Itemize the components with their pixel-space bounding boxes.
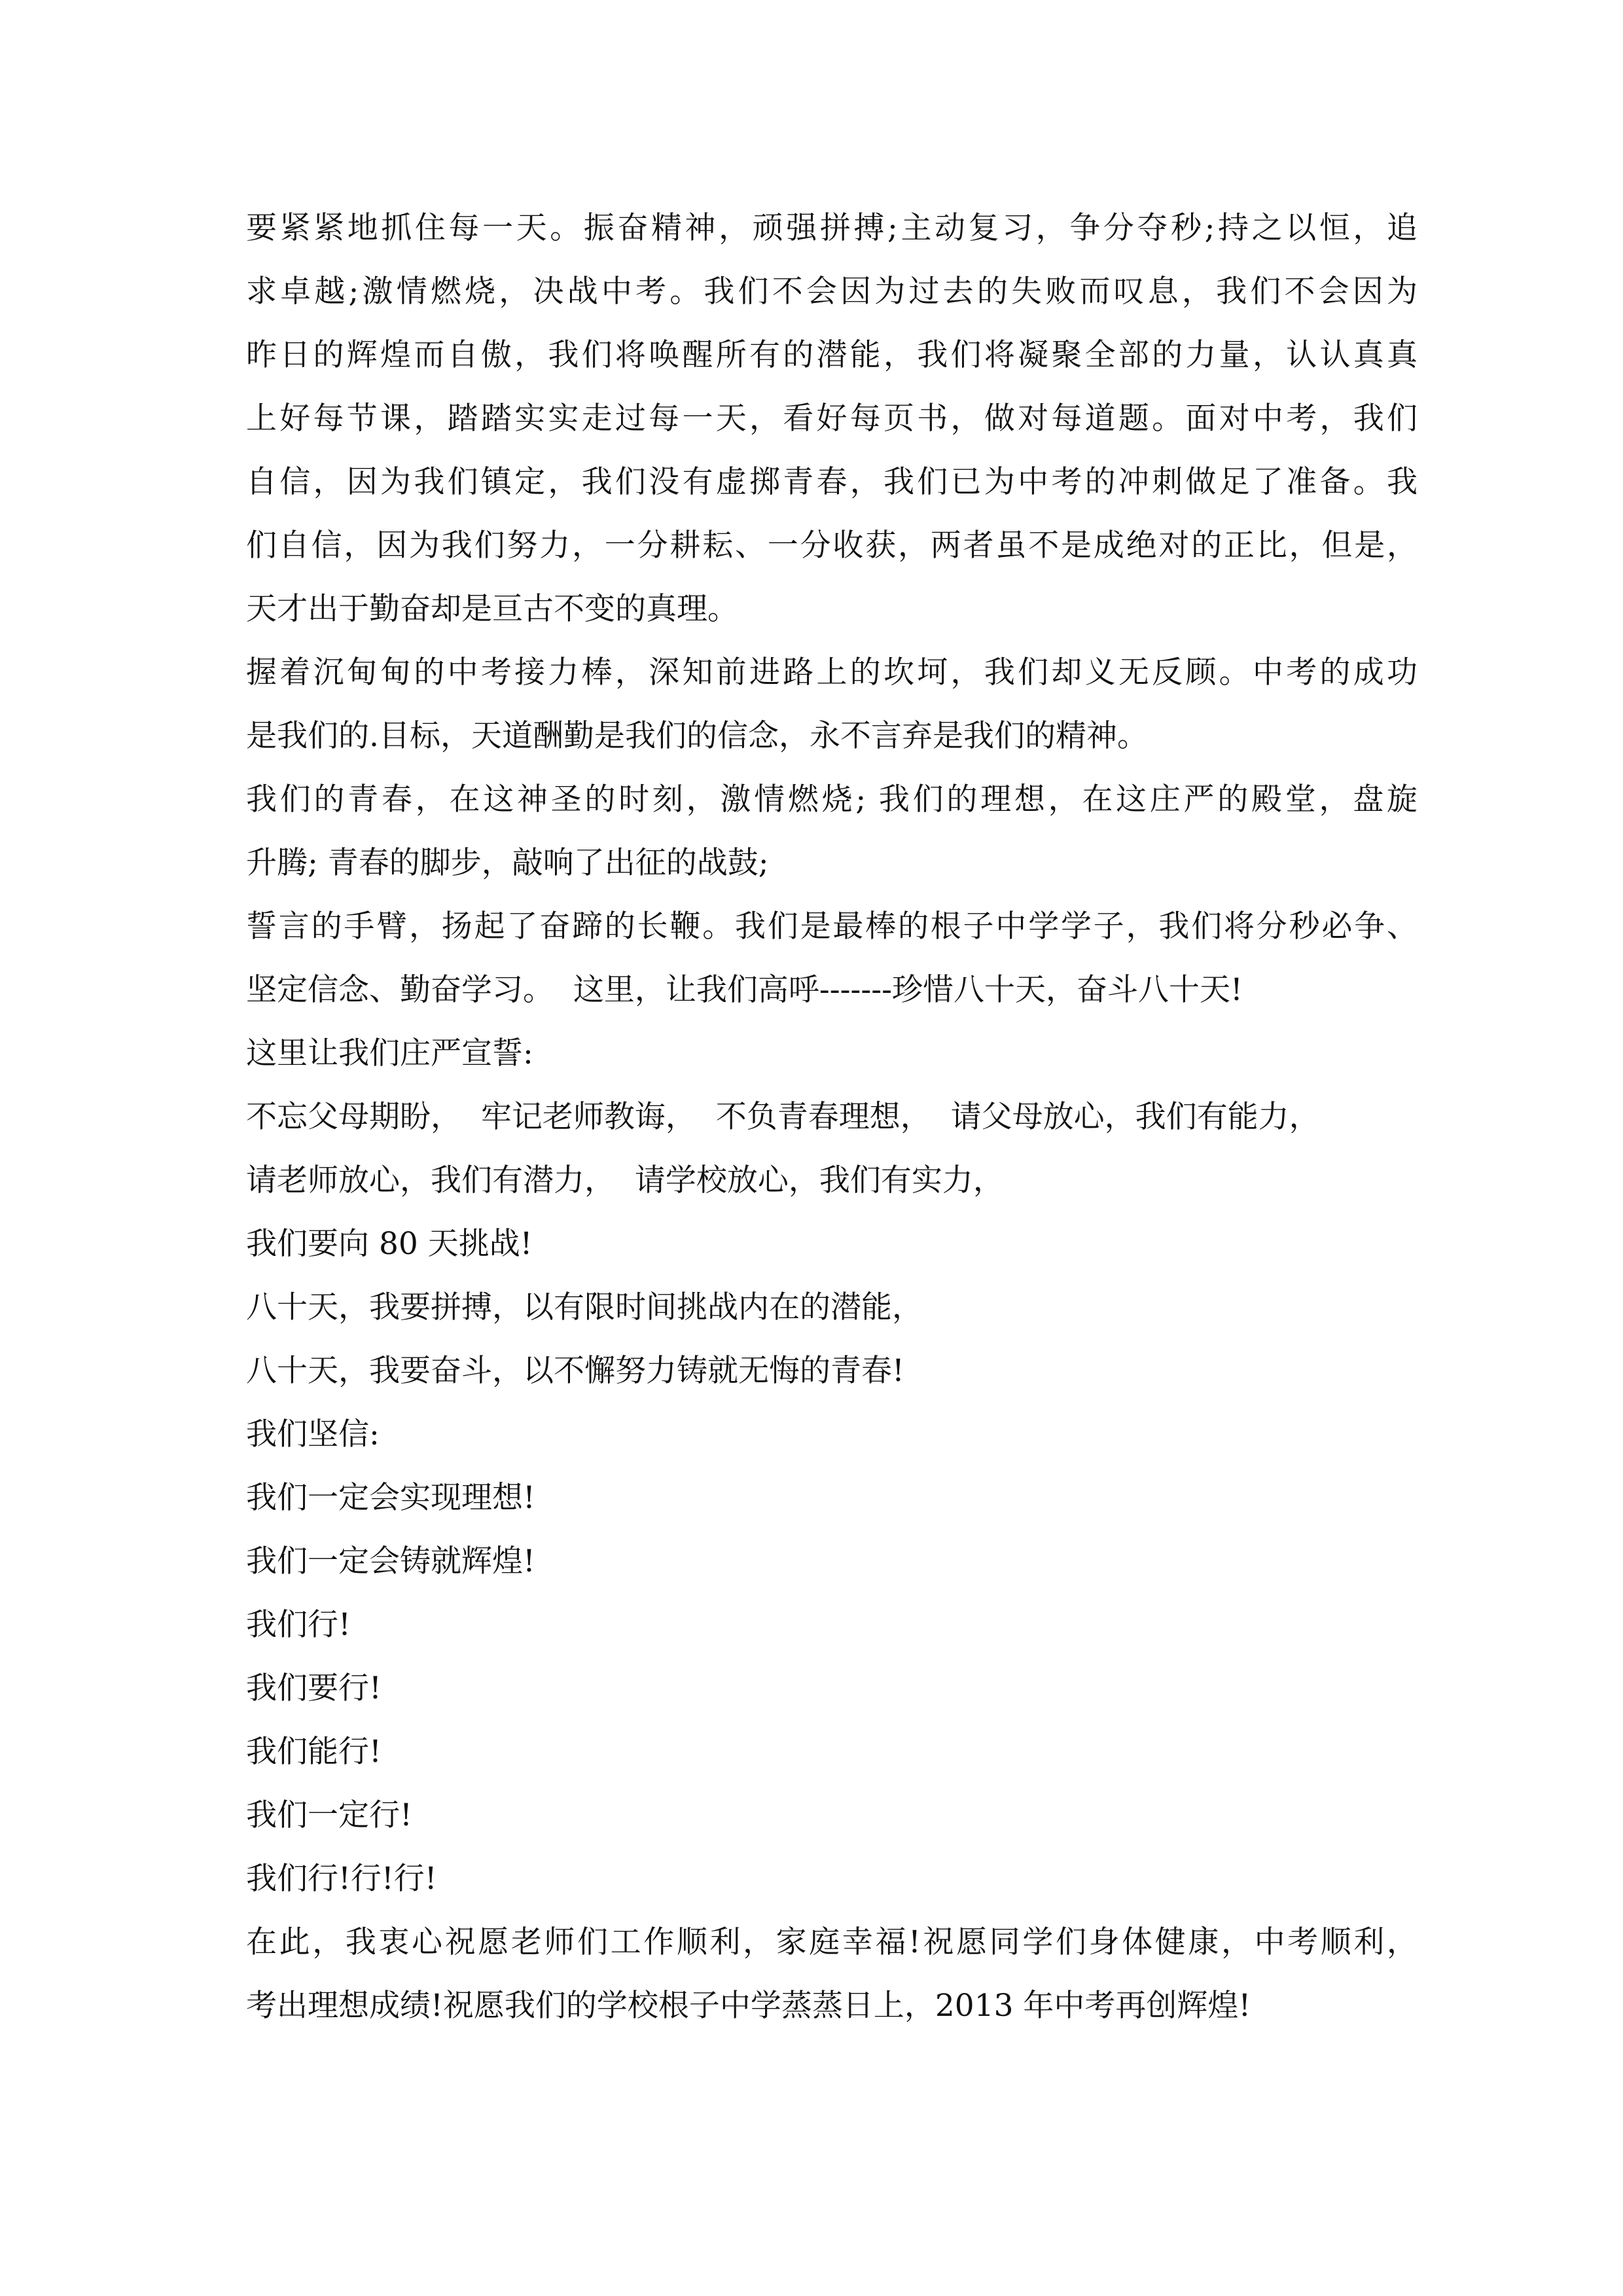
paragraph — [246, 1541, 1418, 1605]
document-body — [246, 208, 1418, 2049]
text-line: 昨日的辉煌而自傲，我们将唤醒所有的潜能，我们将凝聚全部的力量，认认真真 — [246, 337, 1418, 373]
text-line: 八十天，我要奋斗，以不懈努力铸就无悔的青春! — [246, 1353, 904, 1389]
paragraph — [246, 1795, 1418, 1859]
text-line: 誓言的手臂，扬起了奋蹄的长鞭。我们是最棒的根子中学学子，我们将分秒必争、 — [246, 908, 1418, 944]
text-line: 们自信，因为我们努力，一分耕耘、一分收获，两者虽不是成绝对的正比，但是， — [246, 528, 1418, 564]
text-line: 我们一定会铸就辉煌! — [246, 1543, 535, 1579]
paragraph — [246, 906, 1418, 1033]
text-line: 我们坚信: — [246, 1416, 380, 1452]
text-line: 要紧紧地抓住每一天。振奋精神，顽强拼搏;主动复习，争分夺秒;持之以恒，追 — [246, 210, 1418, 246]
text-line: 我们能行! — [246, 1734, 382, 1770]
paragraph — [246, 1287, 1418, 1351]
paragraph — [246, 1224, 1418, 1287]
text-line: 自信，因为我们镇定，我们没有虚掷青春，我们已为中考的冲刺做足了准备。我 — [246, 464, 1418, 500]
paragraph — [246, 1605, 1418, 1668]
text-line: 请老师放心，我们有潜力， 请学校放心，我们有实力， — [246, 1162, 1004, 1198]
text-line: 我们的青春，在这神圣的时刻，激情燃烧; 我们的理想，在这庄严的殿堂，盘旋 — [246, 781, 1418, 817]
paragraph — [246, 653, 1418, 780]
text-line: 这里让我们庄严宣誓: — [246, 1035, 533, 1071]
text-line: 我们行!行!行! — [246, 1861, 437, 1897]
text-line: 升腾; 青春的脚步，敲响了出征的战鼓; — [246, 845, 769, 881]
paragraph — [246, 1478, 1418, 1541]
text-line: 八十天，我要拼搏，以有限时间挑战内在的潜能， — [246, 1289, 923, 1325]
text-line: 我们要向 80 天挑战! — [246, 1226, 533, 1262]
paragraph — [246, 780, 1418, 906]
text-line: 我们一定行! — [246, 1797, 412, 1833]
paragraph — [246, 1351, 1418, 1414]
text-line: 天才出于勤奋却是亘古不变的真理。 — [246, 591, 738, 627]
paragraph — [246, 1033, 1418, 1097]
paragraph — [246, 1732, 1418, 1795]
text-line: 我们要行! — [246, 1670, 382, 1706]
paragraph — [246, 208, 1418, 653]
paragraph — [246, 1414, 1418, 1478]
paragraph — [246, 1922, 1418, 2049]
paragraph — [246, 1097, 1418, 1224]
text-line: 求卓越;激情燃烧，决战中考。我们不会因为过去的失败而叹息，我们不会因为 — [246, 274, 1418, 310]
text-line: 我们行! — [246, 1607, 351, 1643]
text-line: 在此，我衷心祝愿老师们工作顺利，家庭幸福!祝愿同学们身体健康，中考顺利， — [246, 1924, 1418, 1960]
text-line: 我们一定会实现理想! — [246, 1480, 535, 1516]
text-line: 握着沉甸甸的中考接力棒，深知前进路上的坎坷，我们却义无反顾。中考的成功 — [246, 655, 1418, 691]
text-line: 是我们的.目标，天道酬勤是我们的信念，永不言弃是我们的精神。 — [246, 718, 1148, 754]
text-line: 上好每节课，踏踏实实走过每一天，看好每页书，做对每道题。面对中考，我们 — [246, 401, 1418, 437]
text-line: 坚定信念、勤奋学习。 这里，让我们高呼-------珍惜八十天，奋斗八十天! — [246, 972, 1243, 1008]
paragraph — [246, 1668, 1418, 1732]
text-line: 考出理想成绩!祝愿我们的学校根子中学蒸蒸日上，2013 年中考再创辉煌! — [246, 1988, 1251, 2024]
paragraph — [246, 1859, 1418, 1922]
text-line: 不忘父母期盼， 牢记老师教诲， 不负青春理想， 请父母放心，我们有能力， — [246, 1099, 1320, 1135]
